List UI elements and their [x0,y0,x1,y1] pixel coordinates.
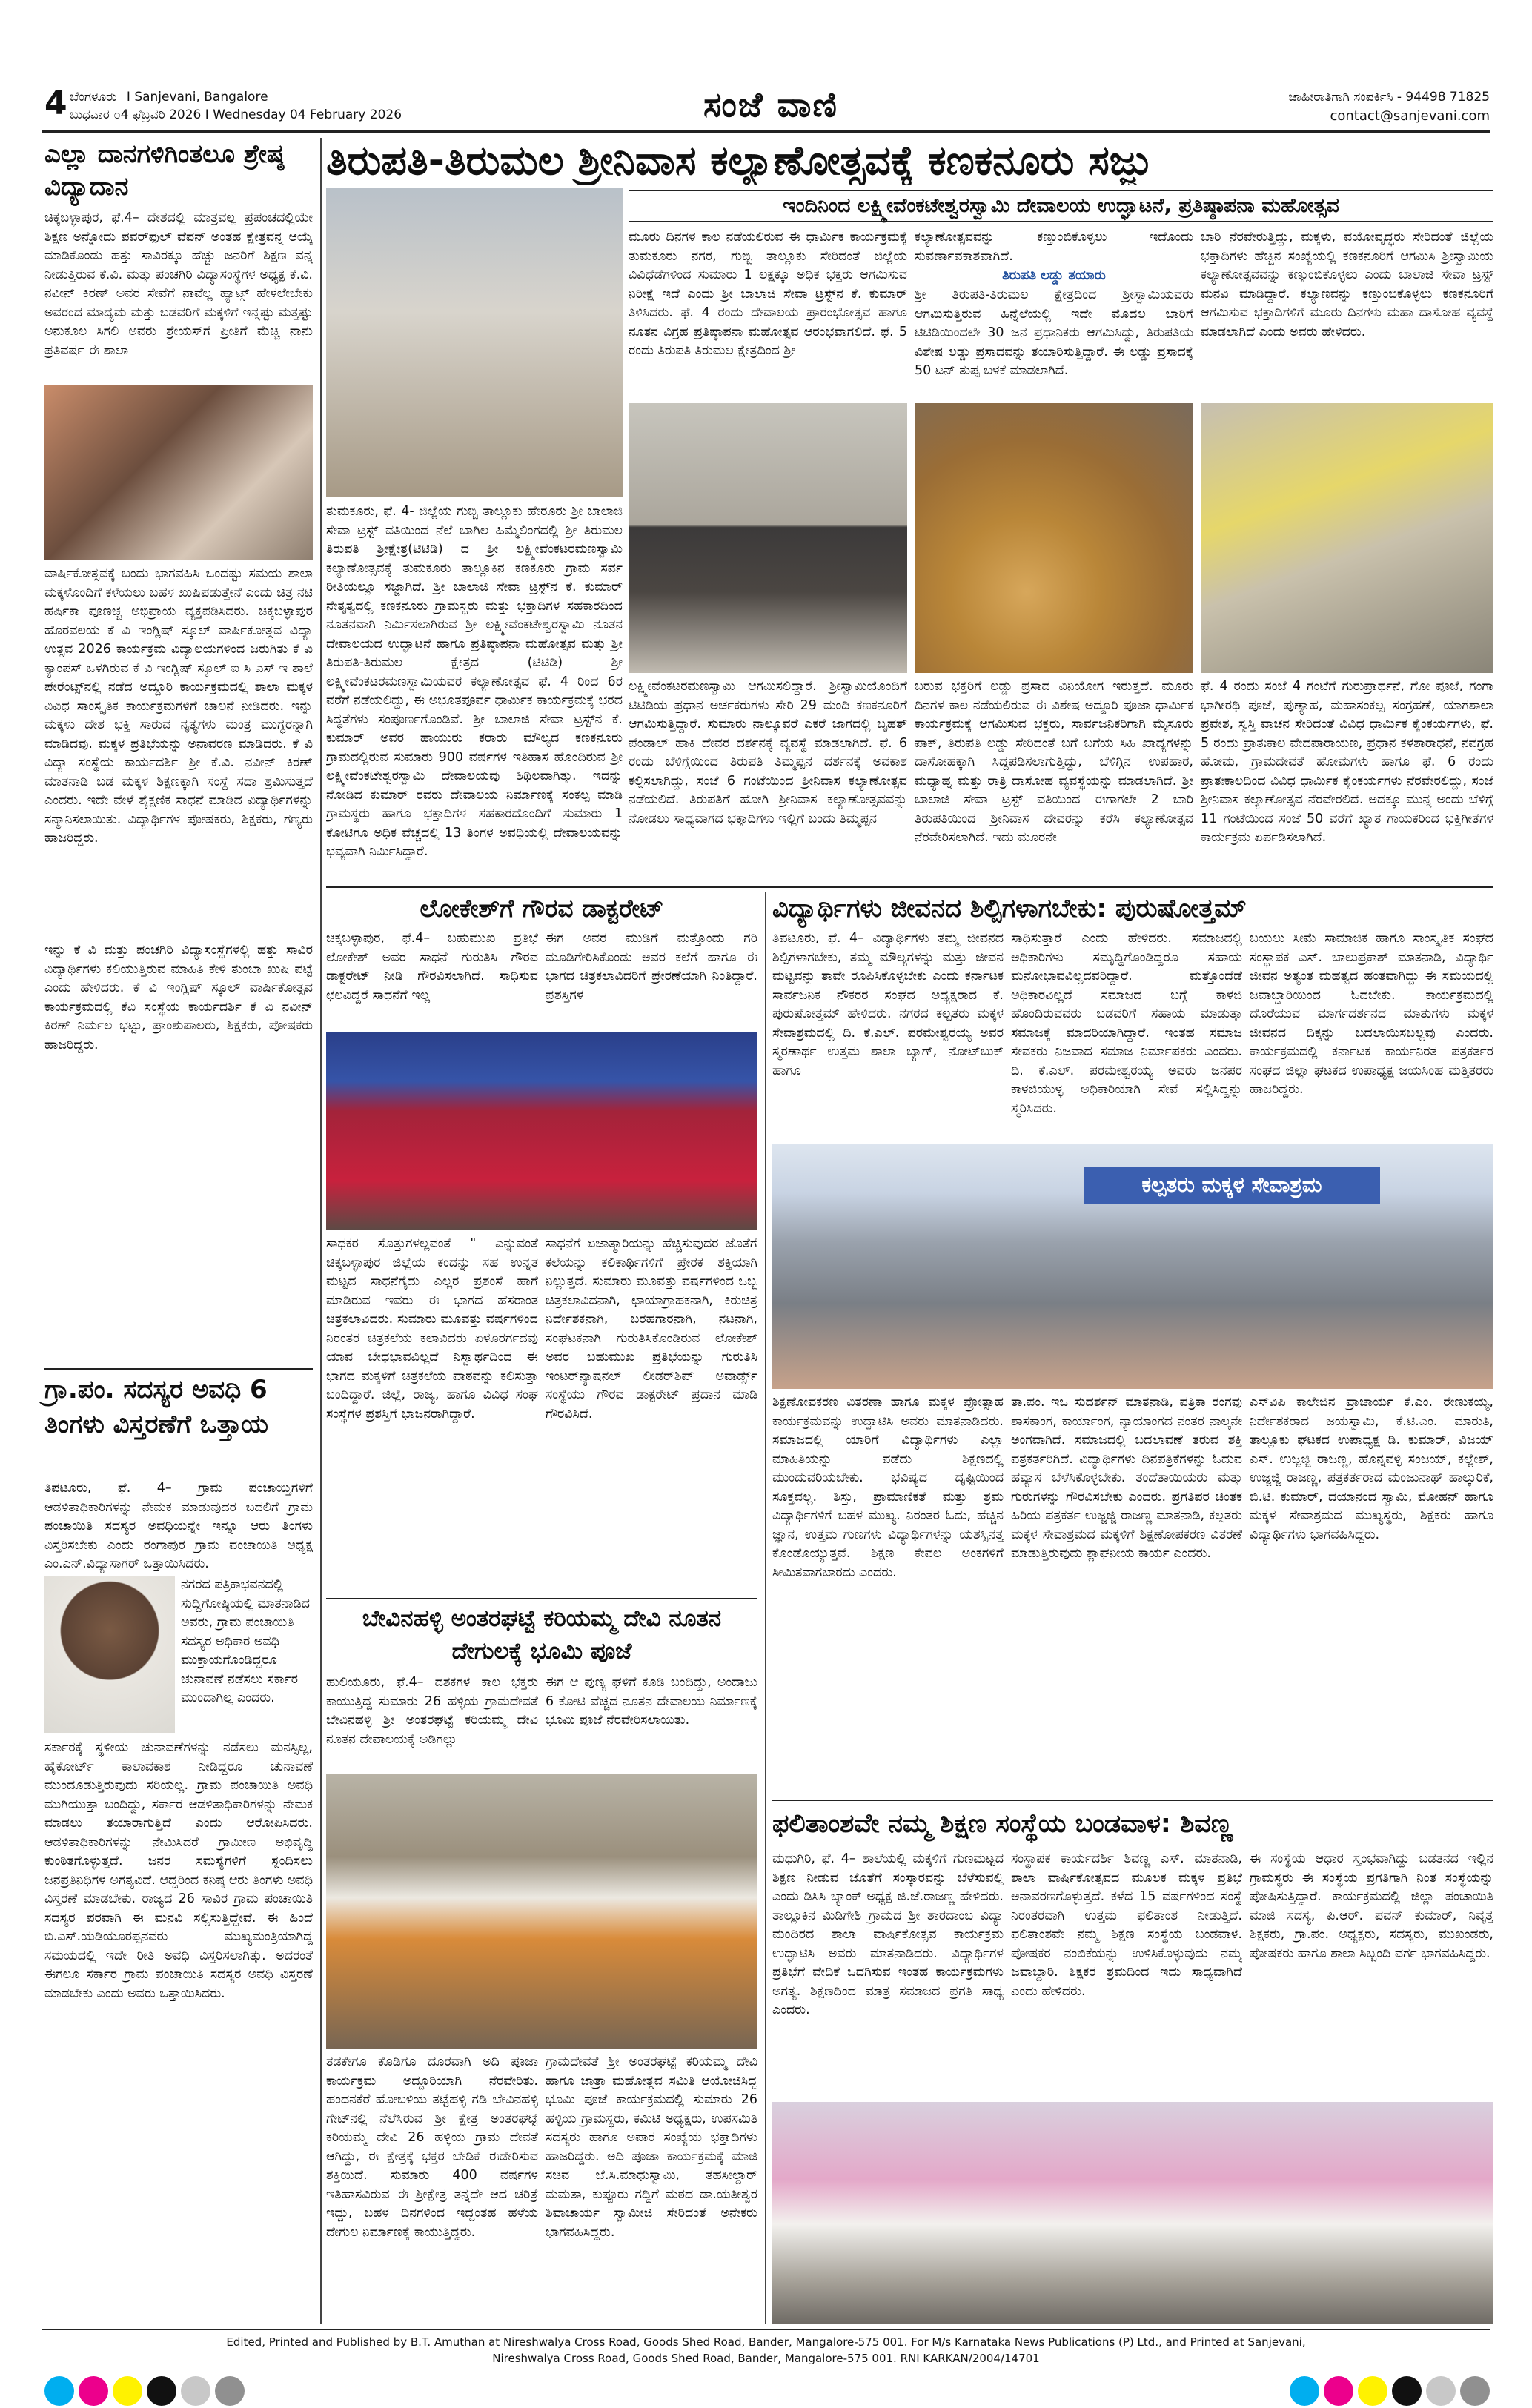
laddu-making-photo [915,403,1193,673]
logo-text: ಸಂಜೆ ವಾಣಿ [703,84,838,125]
city-edition [70,89,268,105]
lead-headline: ತಿರುಪತಿ-ತಿರುಮಲ ಶ್ರೀನಿವಾಸ ಕಲ್ಯಾಣೋತ್ಸವಕ್ಕೆ ಕಣಕನೂರು ಸಜ್ಜು [326,137,1152,184]
lead-bottom-rule [326,886,1493,888]
swatch-gray-1 [1426,2376,1456,2406]
vidyarthi-col2: ಸಾಧಿಸುತ್ತಾರೆ ಎಂದು ಹೇಳಿದರು. ಸಮಾಜದಲ್ಲಿ ಅಧಿಕಾರಿಗಳು ಸಮೃದ್ಧಿಗೊಂಡಿದ್ದರೂ ಸಹಾಯ ಮನೋಭಾವವಿಲ್ಲದವರಿದ್ದಾರೆ. ಮತ್ತೊಂದೆಡೆ ಅಧಿಕಾರವಿಲ್ಲದೆ ಸಮಾಜದ ಬಗ್ಗೆ ಕಾಳಜಿ ಹೊಂದಿರುವವರು ಬಡವರಿಗೆ ಸಹಾಯ ಮಾಡುತ್ತಾ ಸಮಾಜಕ್ಕೆ ಮಾದರಿಯಾಗಿದ್ದಾರೆ. ಇಂತಹ ಸಮಾಜ ಸೇವಕರು ನಿಜವಾದ ಸಮಾಜ ನಿರ್ಮಾಪಕರು ಎಂದರು. ದಿ. ಕೆ.ಎಲ್. ಪರಮೇಶ್ವರಯ್ಯ ಅವರು ಜನಪರ ಕಾಳಜಿಯುಳ್ಳ ಅಧಿಕಾರಿಯಾಗಿ ಸೇವೆ ಸಲ್ಲಿಸಿದ್ದನ್ನು ಸ್ಮರಿಸಿದರು. [1011,931,1242,1116]
lokesh-bottom-rule [326,1598,757,1599]
lead-col4-bottom: ಫೆ. 4 ರಂದು ಸಂಜೆ 4 ಗಂಟೆಗೆ ಗುರುಪ್ರಾರ್ಥನೆ, ಗೋ ಪೂಜೆ, ಗಂಗಾ ಭಾಗೀರಥಿ ಪೂಜೆ, ಪುಣ್ಯಾಹ, ಮಹಾಸಂಕಲ್ಪ ಸಂಗ್ರಹಣೆ, ಯಾಗಶಾಲಾ ಪ್ರವೇಶ, ಸ್ವಸ್ತಿ ವಾಚನ ಸೇರಿದಂತೆ ವಿವಿಧ ಧಾರ್ಮಿಕ ಕೈಂಕರ್ಯಗಳು, ಫೆ. 5 ರಂದು ಪ್ರಾತಃಕಾಲ ವೇದಪಾರಾಯಣ, ಪ್ರಧಾನ ಕಳಶಾರಾಧನೆ, ನವಗ್ರಹ ಹೋಮ, ಗ್ರಾಮದೇವತೆ ಹೋಮಗಳು ಹಾಗೂ ಫೆ. 6 ರಂದು ಪ್ರಾತಃಕಾಲದಿಂದ ವಿವಿಧ ಧಾರ್ಮಿಕ ಕೈಂಕರ್ಯಗಳು ನೆರವೇರಲಿದ್ದು, ಸಂಜೆ ಶ್ರೀನಿವಾಸ ಕಲ್ಯಾಣೋತ್ಸವ ನೆರವೇರಲಿದೆ. ಅದಕ್ಕೂ ಮುನ್ನ ಅಂದು ಬೆಳಿಗ್ಗೆ 11 ಗಂಟೆಯಿಂದ ಸಂಜೆ 50 ವರೆಗೆ ಖ್ಯಾತ ಗಾಯಕರಿಂದ ಭಕ್ತಿಗೀತೆಗಳ ಕಾರ್ಯಕ್ರಮ ಏರ್ಪಡಿಸಲಾಗಿದೆ. [1201,679,1493,845]
gram-story-portrait [44,1576,175,1733]
masthead-rule [42,130,1490,133]
swatch-cyan [1290,2376,1319,2406]
dining-hall-photo [1201,403,1493,673]
vidyarthi-col1: ತಿಪಟೂರು, ಫೆ. 4– ವಿದ್ಯಾರ್ಥಿಗಳು ತಮ್ಮ ಜೀವನದ ಶಿಲ್ಪಿಗಳಾಗಬೇಕು, ತಮ್ಮ ಮೌಲ್ಯಗಳನ್ನು ಮತ್ತು ಜೀವನ ಮಟ್ಟವನ್ನು ತಾವೇ ರೂಪಿಸಿಕೊಳ್ಳಬೇಕು ಎಂದು ಕರ್ನಾಟಕ ಸಾರ್ವಜನಿಕ ನೌಕರರ ಸಂಘದ ಅಧ್ಯಕ್ಷರಾದ ಕೆ. ಪುರುಷೋತ್ತಮ್ ಹೇಳಿದರು. ನಗರದ ಕಲ್ಪತರು ಮಕ್ಕಳ ಸೇವಾಶ್ರಮದಲ್ಲಿ ದಿ. ಕೆ.ಎಲ್. ಪರಮೇಶ್ವರಯ್ಯ ಅವರ ಸ್ಮರಣಾರ್ಥ ಉತ್ತಮ ಶಾಲಾ ಬ್ಯಾಗ್, ನೋಟ್‌ಬುಕ್ ಹಾಗೂ [772,931,1004,1078]
bevinahalli-body-1b: ಈಗ ಆ ಪುಣ್ಯ ಘಳಿಗೆ ಕೂಡಿ ಬಂದಿದ್ದು, ಅಂದಾಜು 6 ಕೋಟಿ ವೆಚ್ಚದ ನೂತನ ದೇವಾಲಯ ನಿರ್ಮಾಣಕ್ಕೆ ಭೂಮಿ ಪೂಜೆ ನೆರವೇರಿಸಲಾಯಿತು. [546,1675,757,1728]
lead-col1: ತುಮಕೂರು, ಫೆ. 4- ಜಿಲ್ಲೆಯ ಗುಬ್ಬಿ ತಾಲ್ಲೂಕು ಹೇರೂರು ಶ್ರೀ ಬಾಲಾಜಿ ಸೇವಾ ಟ್ರಸ್ಟ್ ವತಿಯಿಂದ ನೆಲೆ ಬಾಗಿಲ ಹಿಮ್ಮೆಲಿಂಗದಲ್ಲಿ ಶ್ರೀ ತಿರುಮಲ ತಿರುಪತಿ ಶ್ರೀಕ್ಷೇತ್ರ(ಟಿಟಿಡಿ) ದ ಶ್ರೀ ಲಕ್ಷ್ಮೀವೆಂಕಟರಮಣಸ್ವಾಮಿ ಕಲ್ಯಾಣೋತ್ಸವಕ್ಕೆ ತುಮಕೂರು ತಾಲ್ಲೂಕಿನ ಕಣಕೂರು ಗ್ರಾಮ ಸರ್ವ ರೀತಿಯಲ್ಲೂ ಸಜ್ಜಾಗಿದೆ. ಶ್ರೀ ಬಾಲಾಜಿ ಸೇವಾ ಟ್ರಸ್ಟ್‌ನ ಕೆ. ಕುಮಾರ್ ನೇತೃತ್ವದಲ್ಲಿ ಕಣಕನೂರು ಗ್ರಾಮಸ್ಥರು ಮತ್ತು ಭಕ್ತಾದಿಗಳ ಸಹಕಾರದಿಂದ ನೂತನವಾಗಿ ನಿರ್ಮಿಸಲಾಗಿರುವ ಶ್ರೀ ಲಕ್ಷ್ಮೀವೆಂಕಟೇಶ್ವರಸ್ವಾಮಿ ನೂತನ ದೇವಾಲಯದ ಉದ್ಘಾಟನೆ ಹಾಗೂ ಪ್ರತಿಷ್ಠಾಪನಾ ಮಹೋತ್ಸವ ಮತ್ತು ಶ್ರೀ ತಿರುಪತಿ-ತಿರುಮಲ ಕ್ಷೇತ್ರದ (ಟಿಟಿಡಿ) ಶ್ರೀ ಲಕ್ಷ್ಮೀವೆಂಕಟರಮಣಸ್ವಾಮಿಯವರ ಕಲ್ಯಾಣೋತ್ಸವ ಫೆ. 4 ರಿಂದ 6ರ ವರೆಗೆ ನಡೆಯಲಿದ್ದು, ಈ ಅಭೂತಪೂರ್ವ ಧಾರ್ಮಿಕ ಕಾರ್ಯಕ್ರಮಕ್ಕೆ ಭರದ ಸಿದ್ಧತೆಗಳು ಸಂಪೂರ್ಣಗೊಂಡಿವೆ. ಶ್ರೀ ಬಾಲಾಜಿ ಸೇವಾ ಟ್ರಸ್ಟ್‌ನ ಕೆ. ಕುಮಾರ್ ಅವರ ಹಾಯುರು ಕರಾರು ಮೌಲ್ಯದ ಕಣಕನೂರು ಗ್ರಾಮದಲ್ಲಿರುವ ಸುಮಾರು 900 ವರ್ಷಗಳ ಇತಿಹಾಸ ಹೊಂದಿರುವ ಶ್ರೀ ಲಕ್ಷ್ಮೀವೆಂಕಟೇಶ್ವರಸ್ವಾಮಿ ದೇವಾಲಯವು ಶಿಥಿಲವಾಗಿತ್ತು. ಇದನ್ನು ನೋಡಿದ ಕುಮಾರ್ ರವರು ದೇವಾಲಯ ನಿರ್ಮಾಣಕ್ಕೆ ಸಂಕಲ್ಪ ಮಾಡಿ ಗ್ರಾಮಸ್ಥರು ಹಾಗೂ ಭಕ್ತಾದಿಗಳ ಸಹಕಾರದೊಂದಿಗೆ ಸುಮಾರು 1 ಕೋಟಿಗೂ ಅಧಿಕ ವೆಚ್ಚದಲ್ಲಿ 13 ತಿಂಗಳ ಅವಧಿಯಲ್ಲಿ ದೇವಾಲಯವನ್ನು ಭವ್ಯವಾಗಿ ನಿರ್ಮಿಸಿದ್ದಾರೆ. [326,504,623,859]
vidyarthi-low-1: ಶಿಕ್ಷಣೋಪಕರಣ ವಿತರಣಾ ಹಾಗೂ ಮಕ್ಕಳ ಪ್ರೋತ್ಸಾಹ ಕಾರ್ಯಕ್ರಮವನ್ನು ಉದ್ಘಾಟಿಸಿ ಅವರು ಮಾತನಾಡಿದರು. ಸಮಾಜದಲ್ಲಿ ಯಾರಿಗೆ ವಿದ್ಯಾರ್ಥಿಗಳು ಎಲ್ಲಾ ಮಾಹಿತಿಯನ್ನು ಪಡೆದು ಶಿಕ್ಷಣದಲ್ಲಿ ಮುಂದುವರಿಯಬೇಕು. ಭವಿಷ್ಯದ ದೃಷ್ಟಿಯಿಂದ ಸೂಕ್ತವಲ್ಲ. ಶಿಸ್ತು, ಪ್ರಾಮಾಣಿಕತೆ ಮತ್ತು ಶ್ರಮ ವಿದ್ಯಾರ್ಥಿಗಳಿಗೆ ಬಹಳ ಮುಖ್ಯ. ನಿರಂತರ ಓದು, ಹೆಚ್ಚಿನ ಜ್ಞಾನ, ಉತ್ತಮ ಗುಣಗಳು ವಿದ್ಯಾರ್ಥಿಗಳನ್ನು ಯಶಸ್ಸಿನತ್ತ ಕೊಂಡೊಯ್ಯುತ್ತವೆ. ಶಿಕ್ಷಣ ಕೇವಲ ಅಂಕಗಳಿಗೆ ಸೀಮಿತವಾಗಬಾರದು ಎಂದರು. [772,1395,1004,1580]
gram-story-body-2: ಸರ್ಕಾರಕ್ಕೆ ಸ್ಥಳೀಯ ಚುನಾವಣೆಗಳನ್ನು ನಡೆಸಲು ಮನಸ್ಸಿಲ್ಲ, ಹೈಕೋರ್ಟ್ ಕಾಲಾವಕಾಶ ನೀಡಿದ್ದರೂ ಚುನಾವಣೆ ಮುಂದೂಡುತ್ತಿರುವುದು ಸರಿಯಲ್ಲ. ಗ್ರಾಮ ಪಂಚಾಯಿತಿ ಅವಧಿ ಮುಗಿಯುತ್ತಾ ಬಂದಿದ್ದು, ಸರ್ಕಾರ ಆಡಳಿತಾಧಿಕಾರಿಗಳನ್ನು ನೇಮಕ ಮಾಡಲು ತಯಾರಾಗುತ್ತಿದೆ ಎಂದು ಆರೋಪಿಸಿದರು. ಆಡಳಿತಾಧಿಕಾರಿಗಳನ್ನು ನೇಮಿಸಿದರೆ ಗ್ರಾಮೀಣ ಅಭಿವೃದ್ಧಿ ಕುಂಠಿತಗೊಳ್ಳುತ್ತದೆ. ಜನರ ಸಮಸ್ಯೆಗಳಿಗೆ ಸ್ಪಂದಿಸಲು ಜನಪ್ರತಿನಿಧಿಗಳ ಅಗತ್ಯವಿದೆ. ಆದ್ದರಿಂದ ಕನಿಷ್ಠ ಆರು ತಿಂಗಳು ಅವಧಿ ವಿಸ್ತರಣೆ ಮಾಡಬೇಕು. ರಾಜ್ಯದ 26 ಸಾವಿರ ಗ್ರಾಮ ಪಂಚಾಯಿತಿ ಸದಸ್ಯರ ಪರವಾಗಿ ಈ ಮನವಿ ಸಲ್ಲಿಸುತ್ತಿದ್ದೇವೆ. ಈ ಹಿಂದೆ ಬಿ.ಎಸ್.ಯಡಿಯೂರಪ್ಪನವರು ಮುಖ್ಯಮಂತ್ರಿಯಾಗಿದ್ದ ಸಮಯದಲ್ಲಿ ಇದೇ ರೀತಿ ಅವಧಿ ವಿಸ್ತರಿಸಲಾಗಿತ್ತು. ಅದರಂತೆ ಈಗಲೂ ಸರ್ಕಾರ ಗ್ರಾಮ ಪಂಚಾಯಿತಿ ಸದಸ್ಯರ ಅವಧಿ ವಿಸ್ತರಣೆ ಮಾಡಬೇಕು ಎಂದು ಅವರು ಒತ್ತಾಯಿಸಿದರು. [44,1740,313,2001]
shivanna-col3: ಈ ಸಂಸ್ಥೆಯ ಆಧಾರ ಸ್ತಂಭವಾಗಿದ್ದು ಬಡತನದ ಇಲ್ಲಿನ ಗ್ರಾಮಸ್ಥರು ಈ ಸಂಸ್ಥೆಯ ಪ್ರಗತಿಗಾಗಿ ನಿಂತ ಸಂಸ್ಥೆಯನ್ನು ಪೋಷಿಸುತ್ತಿದ್ದಾರೆ. ಕಾರ್ಯಕ್ರಮದಲ್ಲಿ ಜಿಲ್ಲಾ ಪಂಚಾಯಿತಿ ಮಾಜಿ ಸದಸ್ಯ, ಪಿ.ಆರ್. ಪವನ್ ಕುಮಾರ್, ನಿವೃತ್ತ ಶಿಕ್ಷಕರು, ಗ್ರಾ.ಪಂ. ಅಧ್ಯಕ್ಷರು, ಸದಸ್ಯರು, ಮುಖಂಡರು, ಪೋಷಕರು ಹಾಗೂ ಶಾಲಾ ಸಿಬ್ಬಂದಿ ವರ್ಗ ಭಾಗವಹಿಸಿದ್ದರು. [1250,1851,1493,1961]
bevinahalli-body-2: ತಡಕೇಗೂ ಕೊಡಿಗೂ ದೂರವಾಗಿ ಅದಿ ಪೂಜಾ ಕಾರ್ಯಕ್ರಮ ಅದ್ದೂರಿಯಾಗಿ ನೆರವೇರಿತು. ಹಂದನಕೆರೆ ಹೋಬಳಿಯ ತಟ್ಟೆಹಳ್ಳಿ ಗಡಿ ಬೇವಿನಹಳ್ಳಿ ಗೇಟ್‌ನಲ್ಲಿ ನೆಲೆಸಿರುವ ಶ್ರೀ ಕ್ಷೇತ್ರ ಅಂತರಘಟ್ಟೆ ಕರಿಯಮ್ಮ ದೇವಿ 26 ಹಳ್ಳಿಯ ಗ್ರಾಮ ದೇವತೆ ಆಗಿದ್ದು, ಈ ಕ್ಷೇತ್ರಕ್ಕೆ ಭಕ್ತರ ಬೇಡಿಕೆ ಈಡೇರಿಸುವ ಶಕ್ತಿಯಿದೆ. ಸುಮಾರು 400 ವರ್ಷಗಳ ಇತಿಹಾಸವಿರುವ ಈ ಶ್ರೀಕ್ಷೇತ್ರ ತನ್ನದೇ ಆದ ಚರಿತ್ರೆ ಇದ್ದು, ಬಹಳ ದಿನಗಳಿಂದ ಇದ್ದಂತಹ ಹಳೆಯ ದೇಗುಲ ನಿರ್ಮಾಣಕ್ಕೆ ಕಾಯುತ್ತಿದ್ದರು. [326,2054,538,2240]
lead-col3-top2: ಶ್ರೀ ತಿರುಪತಿ-ತಿರುಮಲ ಕ್ಷೇತ್ರದಿಂದ ಶ್ರೀಸ್ವಾಮಿಯವರು ಆಗಮಿಸುತ್ತಿರುವ ಹಿನ್ನೆಲೆಯಲ್ಲಿ ಇದೇ ಮೊದಲ ಬಾರಿಗೆ ಟಿಟಿಡಿಯಿಂದಲೇ 30 ಜನ ಪ್ರಧಾನಿಕರು ಆಗಮಿಸಿದ್ದು, ತಿರುಪತಿಯ ವಿಶೇಷ ಲಡ್ಡು ಪ್ರಸಾದವನ್ನು ತಯಾರಿಸುತ್ತಿದ್ದಾರೆ. ಈ ಲಡ್ಡು ಪ್ರಸಾದಕ್ಕೆ 50 ಟನ್ ತುಪ್ಪ ಬಳಕೆ ಮಾಡಲಾಗಿದೆ. [915,288,1193,378]
date-line: ಬುಧವಾರ ೦4 ಫೆಬ್ರವರಿ 2026 I Wednesday 04 February 2026 [70,107,402,122]
swatch-magenta [79,2376,108,2406]
imprint-line-2: Nireshwalya Cross Road, Goods Shed Road, Bander, Mangalore-575 001. RNI KARKAN/2004/14701 [492,2352,1040,2365]
city-label: ಬೆಂಗಳೂರು [70,90,117,105]
vidyarthi-col3: ಬಯಲು ಸೀಮೆ ಸಾಮಾಜಿಕ ಹಾಗೂ ಸಾಂಸ್ಕೃತಿಕ ಸಂಘದ ಸಂಸ್ಥಾಪಕ ಎಸ್. ಬಾಲುಪ್ರಕಾಶ್ ಮಾತನಾಡಿ, ವಿದ್ಯಾರ್ಥಿ ಜೀವನ ಅತ್ಯಂತ ಮಹತ್ವದ ಹಂತವಾಗಿದ್ದು ಈ ಸಮಯದಲ್ಲಿ ಜವಾಬ್ದಾರಿಯಿಂದ ಓದಬೇಕು. ಕಾರ್ಯಕ್ರಮದಲ್ಲಿ ದೊರೆಯುವ ಮಾರ್ಗದರ್ಶನದ ಮಾತುಗಳು ಮಕ್ಕಳ ಜೀವನದ ದಿಕ್ಕನ್ನು ಬದಲಾಯಿಸಬಲ್ಲವು ಎಂದರು. ಕಾರ್ಯಕ್ರಮದಲ್ಲಿ ಕರ್ನಾಟಕ ಕಾರ್ಯನಿರತ ಪತ್ರಕರ್ತರ ಸಂಘದ ಜಿಲ್ಲಾ ಘಟಕದ ಉಪಾಧ್ಯಕ್ಷ ಜಯಸಿಂಹ ಮತ್ತಿತರರು ಹಾಜರಿದ್ದರು. [1250,931,1493,1097]
col-divider-left [320,138,322,2324]
lead-col2-bottom: ಲಕ್ಷ್ಮೀವೆಂಕಟರಮಣಸ್ವಾಮಿ ಆಗಮಿಸಲಿದ್ದಾರೆ. ಶ್ರೀಸ್ವಾಮಿಯೊಂದಿಗೆ ಟಿಟಿಡಿಯ ಪ್ರಧಾನ ಅರ್ಚಕರುಗಳು ಸೇರಿ 29 ಮಂದಿ ಕಣಕನೂರಿಗೆ ಆಗಮಿಸುತ್ತಿದ್ದಾರೆ. ಸುಮಾರು ನಾಲ್ಕೂವರೆ ಎಕರೆ ಜಾಗದಲ್ಲಿ ಬೃಹತ್ ಪೆಂಡಾಲ್ ಹಾಕಿ ದೇವರ ದರ್ಶನಕ್ಕೆ ವ್ಯವಸ್ಥೆ ಮಾಡಲಾಗಿದೆ. ಫೆ. 6 ರಂದು ಬೆಳಿಗ್ಗೆಯಿಂದ ತಿರುಪತಿ ತಿಮ್ಮಪ್ಪನ ದರ್ಶನಕ್ಕೆ ಅವಕಾಶ ಕಲ್ಪಿಸಲಾಗಿದ್ದು, ಸಂಜೆ 6 ಗಂಟೆಯಿಂದ ಶ್ರೀನಿವಾಸ ಕಲ್ಯಾಣೋತ್ಸವ ನಡೆಯಲಿದೆ. ತಿರುಪತಿಗೆ ಹೋಗಿ ಶ್ರೀನಿವಾಸ ಕಲ್ಯಾಣೋತ್ಸವವನ್ನು ನೋಡಲು ಸಾಧ್ಯವಾಗದ ಭಕ್ತಾದಿಗಳು ಇಲ್ಲಿಗೆ ಬಂದು ತಿಮ್ಮಪ್ಪನ [629,679,907,826]
lead-col3-bottom: ಬರುವ ಭಕ್ತರಿಗೆ ಲಡ್ಡು ಪ್ರಸಾದ ವಿನಿಯೋಗ ಇರುತ್ತದೆ. ಮೂರು ದಿನಗಳ ಕಾಲ ನಡೆಯಲಿರುವ ಈ ವಿಶೇಷ ಅದ್ದೂರಿ ಪೂಜಾ ಧಾರ್ಮಿಕ ಕಾರ್ಯಕ್ರಮಕ್ಕೆ ಆಗಮಿಸುವ ಭಕ್ತರು, ಸಾರ್ವಜನಿಕರಿಗಾಗಿ ಮೈಸೂರು ಪಾಕ್, ತಿರುಪತಿ ಲಡ್ಡು ಸೇರಿದಂತೆ ಬಗೆ ಬಗೆಯ ಸಿಹಿ ಖಾದ್ಯಗಳನ್ನು ದಾಸೋಹಕ್ಕಾಗಿ ಸಿದ್ದಪಡಿಸಲಾಗುತ್ತಿದ್ದು, ಬೆಳಿಗ್ಗಿನ ಉಪಹಾರ, ಮಧ್ಯಾಹ್ನ ಮತ್ತು ರಾತ್ರಿ ದಾಸೋಹ ವ್ಯವಸ್ಥೆಯನ್ನು ಮಾಡಲಾಗಿದೆ. ಶ್ರೀ ಬಾಲಾಜಿ ಸೇವಾ ಟ್ರಸ್ಟ್ ವತಿಯಿಂದ ಈಗಾಗಲೇ 2 ಬಾರಿ ತಿರುಪತಿಯಿಂದ ಶ್ರೀನಿವಾಸ ದೇವರನ್ನು ಕರೆಸಿ ಕಲ್ಯಾಣೋತ್ಸವ ನೆರವೇರಿಸಲಾಗಿದೆ. ಇದು ಮೂರನೇ [915,679,1193,845]
left-story-body-3: ಇನ್ನು ಕೆ ವಿ ಮತ್ತು ಪಂಚಗಿರಿ ವಿದ್ಯಾಸಂಸ್ಥೆಗಳಲ್ಲಿ ಹತ್ತು ಸಾವಿರ ವಿದ್ಯಾರ್ಥಿಗಳು ಕಲಿಯುತ್ತಿರುವ ಮಾಹಿತಿ ಕೇಳಿ ತುಂಬಾ ಖುಷಿ ಪಟ್ಟೆ ಎಂದು ಹೇಳಿದರು. ಕೆ ವಿ ಇಂಗ್ಲಿಷ್ ಸ್ಕೂಲ್ ವಾರ್ಷಿಕೋತ್ಸವ ಕಾರ್ಯಕ್ರಮದಲ್ಲಿ ಕೆವಿ ಸಂಸ್ಥೆಯ ಕಾರ್ಯದರ್ಶಿ ಕೆ ವಿ ನವೀನ್ ಕಿರಣ್ ನಿರ್ಮಲ ಭಟ್ಟು, ಪ್ರಾಂಶುಪಾಲರು, ಶಿಕ್ಷಕರು, ಪೋಷಕರು ಹಾಜರಿದ್ದರು. [44,943,313,1052]
color-registration-right [1290,2376,1490,2406]
vidyarthi-low-3: ಎಸ್‌ವಿಪಿ ಕಾಲೇಜಿನ ಪ್ರಾಚಾರ್ಯ ಕೆ.ಎಂ. ರೇಣುಕಯ್ಯ, ನಿರ್ದೇಶಕರಾದ ಜಯಸ್ವಾಮಿ, ಕೆ.ಟಿ.ಎಂ. ಮಾರುತಿ, ತಾಲ್ಲೂಕು ಘಟಕದ ಉಪಾಧ್ಯಕ್ಷ ಡಿ. ಕುಮಾರ್, ವಿಜಯ್ ಎಸ್. ಉಜ್ಜಜ್ಜಿ ರಾಜಣ್ಣ, ಹೊನ್ನವಳ್ಳಿ ಸಂಜಯ್, ಕಲ್ಲೇಶ್, ಉಜ್ಜಜ್ಜಿ ರಾಜಣ್ಣ, ಪತ್ರಕರ್ತರಾದ ಮಂಜುನಾಥ್ ಹಾಲ್ಕುರಿಕೆ, ಬಿ.ಟಿ. ಕುಮಾರ್, ದಯಾನಂದ ಸ್ವಾಮಿ, ಮೋಹನ್ ಹಾಗೂ ಮಕ್ಕಳ ಸೇವಾಶ್ರಮದ ಮುಖ್ಯಸ್ಥರು, ಶಿಕ್ಷಕರು ಹಾಗೂ ವಿದ್ಯಾರ್ಥಿಗಳು ಭಾಗವಹಿಸಿದ್ದರು. [1250,1395,1493,1542]
gram-story-body-side: ನಗರದ ಪತ್ರಿಕಾಭವನದಲ್ಲಿ ಸುದ್ದಿಗೋಷ್ಠಿಯಲ್ಲಿ ಮಾತನಾಡಿದ ಅವರು, ಗ್ರಾಮ ಪಂಚಾಯಿತಿ ಸದಸ್ಯರ ಅಧಿಕಾರ ಅವಧಿ ಮುಕ್ತಾಯಗೊಂಡಿದ್ದರೂ ಚುನಾವಣೆ ನಡೆಸಲು ಸರ್ಕಾರ ಮುಂದಾಗಿಲ್ಲ ಎಂದರು. [181,1577,310,1705]
swatch-yellow [113,2376,142,2406]
annual-day-photo [772,2102,1493,2324]
shivanna-col1: ಮಧುಗಿರಿ, ಫೆ. 4– ಶಾಲೆಯಲ್ಲಿ ಮಕ್ಕಳಿಗೆ ಗುಣಮಟ್ಟದ ಶಿಕ್ಷಣ ನೀಡುವ ಜೊತೆಗೆ ಸಂಸ್ಕಾರವನ್ನು ಬೆಳೆಸುವಲ್ಲಿ ಎಂದು ಡಿಸಿಸಿ ಬ್ಯಾಂಕ್ ಅಧ್ಯಕ್ಷ ಜಿ.ಜೆ.ರಾಜಣ್ಣ ಹೇಳಿದರು. ತಾಲ್ಲೂಕಿನ ಮಿಡಿಗೇಶಿ ಗ್ರಾಮದ ಶ್ರೀ ಶಾರದಾಂಬ ವಿದ್ಯಾ ಮಂದಿರದ ಶಾಲಾ ವಾರ್ಷಿಕೋತ್ಸವ ಕಾರ್ಯಕ್ರಮ ಉದ್ಘಾಟಿಸಿ ಅವರು ಮಾತನಾಡಿದರು. ವಿದ್ಯಾರ್ಥಿಗಳ ಪ್ರತಿಭೆಗೆ ವೇದಿಕೆ ಒದಗಿಸುವ ಇಂತಹ ಕಾರ್ಯಕ್ರಮಗಳು ಅಗತ್ಯ. ಶಿಕ್ಷಣದಿಂದ ಮಾತ್ರ ಸಮಾಜದ ಪ್ರಗತಿ ಸಾಧ್ಯ ಎಂದರು. [772,1851,1004,2017]
vidyarthi-low-2: ತಾ.ಪಂ. ಇಒ ಸುದರ್ಶನ್ ಮಾತನಾಡಿ, ಪತ್ರಿಕಾ ರಂಗವು ಶಾಸಕಾಂಗ, ಕಾರ್ಯಾಂಗ, ನ್ಯಾಯಾಂಗದ ನಂತರ ನಾಲ್ಕನೇ ಅಂಗವಾಗಿದೆ. ಸಮಾಜದಲ್ಲಿ ಬದಲಾವಣೆ ತರುವ ಶಕ್ತಿ ಪತ್ರಕರ್ತರಿಗಿದೆ. ವಿದ್ಯಾರ್ಥಿಗಳು ದಿನಪತ್ರಿಕೆಗಳನ್ನು ಓದುವ ಹವ್ಯಾಸ ಬೆಳೆಸಿಕೊಳ್ಳಬೇಕು. ತಂದೆತಾಯಿಯರು ಮತ್ತು ಗುರುಗಳನ್ನು ಗೌರವಿಸಬೇಕು ಎಂದರು. ಪ್ರಗತಿಪರ ಚಿಂತಕ ಹಿರಿಯ ಪತ್ರಕರ್ತ ಉಜ್ಜಜ್ಜಿ ರಾಜಣ್ಣ ಮಾತನಾಡಿ, ಕಲ್ಪತರು ಮಕ್ಕಳ ಸೇವಾಶ್ರಮದ ಮಕ್ಕಳಿಗೆ ಶಿಕ್ಷಣೋಪಕರಣ ವಿತರಣೆ ಮಾಡುತ್ತಿರುವುದು ಶ್ಲಾಘನೀಯ ಕಾರ್ಯ ಎಂದರು. [1011,1395,1242,1561]
gram-story-headline: ಗ್ರಾ.ಪಂ. ಸದಸ್ಯರ ಅವಧಿ 6 ತಿಂಗಳು ವಿಸ್ತರಣೆಗೆ ಒತ್ತಾಯ [44,1375,268,1439]
lead-col3-top: ಕಲ್ಯಾಣೋತ್ಸವವನ್ನು ಕಣ್ತುಂಬಿಕೊಳ್ಳಲು ಇದೊಂದು ಸುವರ್ಣಾವಕಾಶವಾಗಿದೆ. [915,230,1193,264]
bevinahalli-body-2b: ಗ್ರಾಮದೇವತೆ ಶ್ರೀ ಅಂತರಘಟ್ಟೆ ಕರಿಯಮ್ಮ ದೇವಿ ಹಾಗೂ ಜಾತ್ರಾ ಮಹೋತ್ಸವ ಸಮಿತಿ ಆಯೋಜಿಸಿದ್ದ ಭೂಮಿ ಪೂಜೆ ಕಾರ್ಯಕ್ರಮದಲ್ಲಿ ಸುಮಾರು 26 ಹಳ್ಳಿಯ ಗ್ರಾಮಸ್ಥರು, ಕಮಿಟಿ ಅಧ್ಯಕ್ಷರು, ಉಪಸಮಿತಿ ಸದಸ್ಯರು ಹಾಗೂ ಅಪಾರ ಸಂಖ್ಯೆಯ ಭಕ್ತಾದಿಗಳು ಹಾಜರಿದ್ದರು. ಅದಿ ಪೂಜಾ ಕಾರ್ಯಕ್ರಮಕ್ಕೆ ಮಾಜಿ ಸಚಿವ ಜೆ.ಸಿ.ಮಾಧುಸ್ವಾಮಿ, ತಹಸೀಲ್ದಾರ್ ಮಮತಾ, ಕುಪ್ಪೂರು ಗದ್ದಿಗೆ ಮಠದ ಡಾ.ಯತೀಶ್ವರ ಶಿವಾಚಾರ್ಯ ಸ್ವಾಮೀಜಿ ಸೇರಿದಂತೆ ಅನೇಕರು ಭಾಗವಹಿಸಿದ್ದರು. [546,2054,757,2240]
lokesh-body-2b: ಸಾಧನೆಗೆ ಏಜಾತ್ಮಾರಿಯನ್ನು ಹೆಚ್ಚಿಸುವುದರ ಜೊತೆಗೆ ಕಲೆಯನ್ನು ಕಲಿಕಾರ್ಥಿಗಳಿಗೆ ಪ್ರೇರಕ ಶಕ್ತಿಯಾಗಿ ನಿಲ್ಲುತ್ತದೆ. ಸುಮಾರು ಮೂವತ್ತು ವರ್ಷಗಳಿಂದ ಒಬ್ಬ ಚಿತ್ರಕಲಾವಿದನಾಗಿ, ಛಾಯಾಗ್ರಾಹಕನಾಗಿ, ಕಿರುಚಿತ್ರ ನಿರ್ದೇಶಕನಾಗಿ, ಬರಹಗಾರನಾಗಿ, ನಟನಾಗಿ, ಸಂಘಟಕನಾಗಿ ಗುರುತಿಸಿಕೊಂಡಿರುವ ಲೋಕೇಶ್ ಅವರ ಬಹುಮುಖ ಪ್ರತಿಭೆಯನ್ನು ಗುರುತಿಸಿ ಇಂಟರ್‌ನ್ಯಾಷನಲ್ ಲೀಡರ್‌ಶಿಪ್ ಅವಾರ್ಡ್ಸ್ ಸಂಸ್ಥೆಯು ಗೌರವ ಡಾಕ್ಟರೇಟ್ ಪ್ರದಾನ ಮಾಡಿ ಗೌರವಿಸಿದೆ. [546,1236,757,1422]
seva-ashrama-photo [772,1144,1493,1389]
left-divider [44,1368,313,1370]
swatch-cyan [44,2376,74,2406]
lokesh-body-2: ಸಾಧಕರ ಸೊತ್ತುಗಳಲ್ಲವಂತೆ " ಎನ್ನುವಂತೆ ಚಿಕ್ಕಬಳ್ಳಾಪುರ ಜಿಲ್ಲೆಯ ಕಂದನ್ನು ಸಹ ಉನ್ನತ ಮಟ್ಟದ ಸಾಧನೆಗೈದು ಎಲ್ಲರ ಪ್ರಶಂಸೆ ಹಾಗೆ ಮಾಡಿರುವ ಇವರು ಈ ಭಾಗದ ಹೆಸರಾಂತ ಚಿತ್ರಕಲಾವಿದರು. ಸುಮಾರು ಮೂವತ್ತು ವರ್ಷಗಳಿಂದ ನಿರಂತರ ಚಿತ್ರಕಲೆಯ ಕಲಾವಿದರು ಏಳೂರರ್ಗದವು ಯಾವ ಬೇಧಭಾವವಿಲ್ಲದೆ ನಿಸ್ವಾರ್ಥದಿಂದ ಈ ಭಾಗದ ಮಕ್ಕಳಿಗೆ ಚಿತ್ರಕಲೆಯ ಪಾಠವನ್ನು ಕಲಿಸುತ್ತಾ ಬಂದಿದ್ದಾರೆ. ಜಿಲ್ಲೆ, ರಾಜ್ಯ, ಹಾಗೂ ವಿವಿಧ ಸಂಘ ಸಂಸ್ಥೆಗಳ ಪ್ರಶಸ್ತಿಗೆ ಭಾಜನರಾಗಿದ್ದಾರೆ. [326,1236,538,1422]
ktr-portrait-photo [629,403,907,673]
swatch-black [147,2376,176,2406]
footer-rule [42,2329,1490,2330]
shivanna-headline: ಫಲಿತಾಂಶವೇ ನಮ್ಮ ಶಿಕ್ಷಣ ಸಂಸ್ಥೆಯ ಬಂಡವಾಳ: ಶಿವಣ್ಣ [772,1809,1233,1839]
bhoomi-pooja-photo [326,1774,757,2049]
left-story-headline: ಎಲ್ಲಾ ದಾನಗಳಿಗಿಂತಲೂ ಶ್ರೇಷ್ಠ ವಿದ್ಯಾದಾನ [44,139,285,202]
gram-story-body-1: ತಿಪಟೂರು, ಫೆ. 4– ಗ್ರಾಮ ಪಂಚಾಯ್ತಿಗಳಿಗೆ ಆಡಳಿತಾಧಿಕಾರಿಗಳನ್ನು ನೇಮಕ ಮಾಡುವುದರ ಬದಲಿಗೆ ಗ್ರಾಮ ಪಂಚಾಯಿತಿ ಸದಸ್ಯರ ಅವಧಿಯನ್ನೇ ಇನ್ನೂ ಆರು ತಿಂಗಳು ವಿಸ್ತರಿಸಬೇಕು ಎಂದು ರಂಗಾಪುರ ಗ್ರಾಮ ಪಂಚಾಯಿತಿ ಅಧ್ಯಕ್ಷ ಎಂ.ಎನ್.ವಿದ್ಯಾಸಾಗರ್ ಒತ್ತಾಯಿಸಿದರು. [44,1481,313,1571]
lead-subhead-box [629,190,1493,222]
lokesh-body-1b: ಈಗ ಅವರ ಮುಡಿಗೆ ಮತ್ತೊಂದು ಗರಿ ಮೂಡಿಗೇರಿಸಿಕೊಂಡು ಅವರ ಕಲೆಗೆ ಹಾಗೂ ಈ ಭಾಗದ ಚಿತ್ರಕಲಾವಿದರಿಗೆ ಪ್ರೇರಣೆಯಾಗಿ ನಿಂತಿದ್ದಾರೆ. ಪ್ರಶಸ್ತಿಗಳ [546,931,757,1003]
swatch-gray-2 [215,2376,245,2406]
contact-email[interactable]: contact@sanjevani.com [1330,108,1490,124]
swatch-gray-2 [1460,2376,1490,2406]
left-story-body-1: ಚಿಕ್ಕಬಳ್ಳಾಪುರ, ಫೆ.4– ದೇಶದಲ್ಲಿ ಮಾತ್ರವಲ್ಲ ಪ್ರಪಂಚದಲ್ಲಿಯೇ ಶಿಕ್ಷಣ ಅನ್ನೋದು ಪವರ್‌ಫುಲ್ ವೆಪನ್ ಅಂತಹ ಕ್ಷೇತ್ರವನ್ನ ಆಯ್ಕೆ ಮಾಡಿಕೊಂಡು ಹತ್ತು ಸಾವಿರಕ್ಕೂ ಹೆಚ್ಚು ಜನರಿಗೆ ಶಿಕ್ಷಣ ವನ್ನ ನೀಡುತ್ತಿರುವ ಕೆ.ವಿ. ಮತ್ತು ಪಂಚಗಿರಿ ವಿದ್ಯಾಸಂಸ್ಥೆಗಳ ಅಧ್ಯಕ್ಷ ಕೆ.ವಿ. ನವೀನ್ ಕಿರಣ್ ಅವರ ಸೇವೆಗೆ ನಾವೆಲ್ಲ ಹ್ಯಾಟ್ಸ್ ಹೇಳಲೇಬೇಕು ಅವರಂದ ಮಾದ್ಯಮ ಮತ್ತು ಬಡವರಿಗೆ ಮಕ್ಕಳಿಗೆ ಇನ್ನಷ್ಟು ಮತ್ತಷ್ಟು ಅನುಕೂಲ ಸಿಗಲಿ ಅವರು ಶ್ರೇಯಸ್‌ಗೆ ಪ್ರೀತಿಗೆ ಮೆಚ್ಚಿ ನಾನು ಪ್ರತಿವರ್ಷ ಈ ಶಾಲಾ [44,210,313,358]
page-number: 4 [44,84,67,122]
color-registration-left [44,2376,245,2406]
vidyarthi-bottom-rule [772,1800,1493,1801]
swatch-black [1392,2376,1422,2406]
temple-photo [326,188,623,497]
left-story-photo [44,385,313,560]
swatch-magenta [1324,2376,1353,2406]
left-story-body-2: ವಾರ್ಷಿಕೋತ್ಸವಕ್ಕೆ ಬಂದು ಭಾಗವಹಿಸಿ ಒಂದಷ್ಟು ಸಮಯ ಶಾಲಾ ಮಕ್ಕಳೊಂದಿಗೆ ಕಳೆಯಲು ಬಹಳ ಖುಷಿಪಡುತ್ತೇನೆ ಎಂದು ಚಿತ್ರ ನಟಿ ಹರ್ಷಿಕಾ ಪೂಣಚ್ಚ ಅಭಿಪ್ರಾಯ ವ್ಯಕ್ತಪಡಿಸಿದರು. ಚಿಕ್ಕಬಳ್ಳಾಪುರ ಹೊರವಲಯ ಕೆ ವಿ ಇಂಗ್ಲಿಷ್ ಸ್ಕೂಲ್ ವಾರ್ಷಿಕೋತ್ಸವ ವಿದ್ಯಾ ಉತ್ಸವ 2026 ಕಾರ್ಯಕ್ರಮ ವಿದ್ಯಾಲಯಗಳಿಂದ ಜರುಗಿತು ಕೆ ವಿ ಕ್ಯಾಂಪಸ್ ಒಳಗಿರುವ ಕೆ ವಿ ಇಂಗ್ಲಿಷ್ ಸ್ಕೂಲ್ ಐ ಸಿ ಎಸ್ ಇ ಶಾಲೆ ಪೇರೆಂಟ್ಸ್‌ನಲ್ಲಿ ನಡೆದ ಅದ್ದೂರಿ ಕಾರ್ಯಕ್ರಮದಲ್ಲಿ ಶಾಲಾ ಮಕ್ಕಳ ವಿವಿಧ ಸಾಂಸ್ಕೃತಿಕ ಕಾರ್ಯಕ್ರಮಗಳಿಗೆ ಚಾಲನೆ ನೀಡಿದರು. ಇನ್ನು ಮಕ್ಕಳು ದೇಶ ಭಕ್ತಿ ಸಾರುವ ನೃತ್ಯಗಳು ಮಂತ್ರ ಮುಗ್ಧರನ್ನಾಗಿ ಮಾಡಿದವು. ಮಕ್ಕಳ ಪ್ರತಿಭೆಯನ್ನು ಅನಾವರಣ ಮಾಡಿದರು. ಕೆ ವಿ ವಿದ್ಯಾ ಸಂಸ್ಥೆಯ ಕಾರ್ಯದರ್ಶಿ ಶ್ರೀ ಕೆ.ವಿ. ನವೀನ್ ಕಿರಣ್ ಮಾತನಾಡಿ ಬಡ ಮಕ್ಕಳ ಶಿಕ್ಷಣಕ್ಕಾಗಿ ಸಂಸ್ಥೆ ಸದಾ ಶ್ರಮಿಸುತ್ತದೆ ಎಂದರು. ಇದೇ ವೇಳೆ ಶೈಕ್ಷಣಿಕ ಸಾಧನೆ ಮಾಡಿದ ವಿದ್ಯಾರ್ಥಿಗಳನ್ನು ಸನ್ಮಾನಿಸಲಾಯಿತು. ವಿದ್ಯಾರ್ಥಿಗಳ ಪೋಷಕರು, ಶಿಕ್ಷಕರು, ಗಣ್ಯರು ಹಾಜರಿದ್ದರು. [44,566,313,846]
swatch-gray-1 [181,2376,210,2406]
seva-ashrama-banner: ಕಲ್ಪತರು ಮಕ್ಕಳ ಸೇವಾಶ್ರಮ [1084,1167,1380,1204]
laddu-subhead: ತಿರುಪತಿ ಲಡ್ಡು ತಯಾರು [1002,268,1106,283]
shivanna-col2: ಸಂಸ್ಥಾಪಕ ಕಾರ್ಯದರ್ಶಿ ಶಿವಣ್ಣ ಎಸ್. ಮಾತನಾಡಿ, ಶಾಲಾ ವಾರ್ಷಿಕೋತ್ಸವದ ಮೂಲಕ ಮಕ್ಕಳ ಪ್ರತಿಭೆ ಅನಾವರಣಗೊಳ್ಳುತ್ತದೆ. ಕಳೆದ 15 ವರ್ಷಗಳಿಂದ ಸಂಸ್ಥೆ ನಿರಂತರವಾಗಿ ಉತ್ತಮ ಫಲಿತಾಂಶ ನೀಡುತ್ತಿದೆ. ಫಲಿತಾಂಶವೇ ನಮ್ಮ ಶಿಕ್ಷಣ ಸಂಸ್ಥೆಯ ಬಂಡವಾಳ. ಪೋಷಕರ ನಂಬಿಕೆಯನ್ನು ಉಳಿಸಿಕೊಳ್ಳುವುದು ನಮ್ಮ ಜವಾಬ್ದಾರಿ. ಶಿಕ್ಷಕರ ಶ್ರಮದಿಂದ ಇದು ಸಾಧ್ಯವಾಗಿದೆ ಎಂದು ಹೇಳಿದರು. [1011,1851,1242,1999]
col-divider-mid [765,892,766,2324]
lokesh-body-1: ಚಿಕ್ಕಬಳ್ಳಾಪುರ, ಫೆ.4– ಬಹುಮುಖ ಪ್ರತಿಭೆ ಲೋಕೇಶ್ ಅವರ ಸಾಧನೆ ಗುರುತಿಸಿ ಗೌರವ ಡಾಕ್ಟರೇಟ್ ನೀಡಿ ಗೌರವಿಸಲಾಗಿದೆ. ಸಾಧಿಸುವ ಛಲವಿದ್ದರೆ ಸಾಧನೆಗೆ ಇಲ್ಲ [326,931,538,1003]
masthead-logo [608,83,934,127]
imprint-line-1: Edited, Printed and Published by B.T. Amuthan at Nireshwalya Cross Road, Goods Shed Road, Bander, Mangalore-575 001. For M/s Karnataka News Publications (P) Ltd., and Printed at Sanjevani, [226,2335,1306,2349]
swatch-yellow [1358,2376,1387,2406]
doctorate-ceremony-photo [326,1032,757,1230]
lead-col2-top: ಮೂರು ದಿನಗಳ ಕಾಲ ನಡೆಯಲಿರುವ ಈ ಧಾರ್ಮಿಕ ಕಾರ್ಯಕ್ರಮಕ್ಕೆ ತುಮಕೂರು ನಗರ, ಗುಬ್ಬಿ ತಾಲ್ಲೂಕು ಸೇರಿದಂತೆ ಜಿಲ್ಲೆಯ ವಿವಿಧೆಡೆಗಳಿಂದ ಸುಮಾರು 1 ಲಕ್ಷಕ್ಕೂ ಅಧಿಕ ಭಕ್ತರು ಆಗಮಿಸುವ ನಿರೀಕ್ಷೆ ಇದೆ ಎಂದು ಶ್ರೀ ಬಾಲಾಜಿ ಸೇವಾ ಟ್ರಸ್ಟ್‌ನ ಕೆ. ಕುಮಾರ್ ತಿಳಿಸಿದರು. ಫೆ. 4 ರಂದು ದೇವಾಲಯ ಪ್ರಾರಂಭೋತ್ಸವ ಹಾಗೂ ನೂತನ ವಿಗ್ರಹ ಪ್ರತಿಷ್ಠಾಪನಾ ಮಹೋತ್ಸವ ಆರಂಭವಾಗಲಿದೆ. ಫೆ. 5 ರಂದು ತಿರುಪತಿ ತಿರುಮಲ ಕ್ಷೇತ್ರದಿಂದ ಶ್ರೀ [629,230,907,358]
lokesh-headline: ಲೋಕೇಶ್‌ಗೆ ಗೌರವ ಡಾಕ್ಟರೇಟ್ [420,894,664,923]
vidyarthi-headline: ವಿದ್ಯಾರ್ಥಿಗಳು ಜೀವನದ ಶಿಲ್ಪಿಗಳಾಗಬೇಕು: ಪುರುಷೋತ್ತಮ್ [772,894,1247,923]
edition-label: I Sanjevani, Bangalore [126,90,268,105]
bevinahalli-body-1: ಹುಲಿಯೂರು, ಫೆ.4– ದಶಕಗಳ ಕಾಲ ಭಕ್ತರು ಕಾಯುತ್ತಿದ್ದ ಸುಮಾರು 26 ಹಳ್ಳಿಯ ಗ್ರಾಮದೇವತೆ ಬೇವಿನಹಳ್ಳಿ ಶ್ರೀ ಅಂತರಘಟ್ಟೆ ಕರಿಯಮ್ಮ ದೇವಿ ನೂತನ ದೇವಾಲಯಕ್ಕೆ ಅಡಿಗಲ್ಲು [326,1675,538,1747]
lead-subhead: ಇಂದಿನಿಂದ ಲಕ್ಷ್ಮೀವೆಂಕಟೇಶ್ವರಸ್ವಾಮಿ ದೇವಾಲಯ ಉದ್ಘಾಟನೆ, ಪ್ರತಿಷ್ಠಾಪನಾ ಮಹೋತ್ಸವ [783,194,1339,217]
ad-contact-line: ಜಾಹೀರಾತಿಗಾಗಿ ಸಂಪರ್ಕಿಸಿ - 94498 71825 [1288,90,1490,105]
bevinahalli-headline: ಬೇವಿನಹಳ್ಳಿ ಅಂತರಘಟ್ಟೆ ಕರಿಯಮ್ಮ ದೇವಿ ನೂತನ ದೇಗುಲಕ್ಕೆ ಭೂಮಿ ಪೂಜೆ [362,1605,722,1665]
lead-col4-top: ಬಾರಿ ನೆರವೇರುತ್ತಿದ್ದು, ಮಕ್ಕಳು, ವಯೋವೃದ್ಧರು ಸೇರಿದಂತೆ ಜಿಲ್ಲೆಯ ಭಕ್ತಾದಿಗಳು ಹೆಚ್ಚಿನ ಸಂಖ್ಯೆಯಲ್ಲಿ ಕಣಕನೂರಿಗೆ ಆಗಮಿಸಿ ಶ್ರೀಸ್ವಾಮಿಯ ಕಲ್ಯಾಣೋತ್ಸವವನ್ನು ಕಣ್ತುಂಬಿಕೊಳ್ಳಲು ಎಂದು ಬಾಲಾಜಿ ಸೇವಾ ಟ್ರಸ್ಟ್ ಮನವಿ ಮಾಡಿದ್ದಾರೆ. ಕಲ್ಯಾಣವನ್ನು ಕಣ್ತುಂಬಿಕೊಳ್ಳಲು ಕಣಕನೂರಿಗೆ ಆಗಮಿಸುವ ಭಕ್ತಾದಿಗಳಿಗೆ ಮೂರು ದಿನಗಳು ಮಹಾ ದಾಸೋಹ ವ್ಯವಸ್ಥೆ ಮಾಡಲಾಗಿದೆ ಎಂದು ಅವರು ಹೇಳಿದರು. [1201,230,1493,339]
